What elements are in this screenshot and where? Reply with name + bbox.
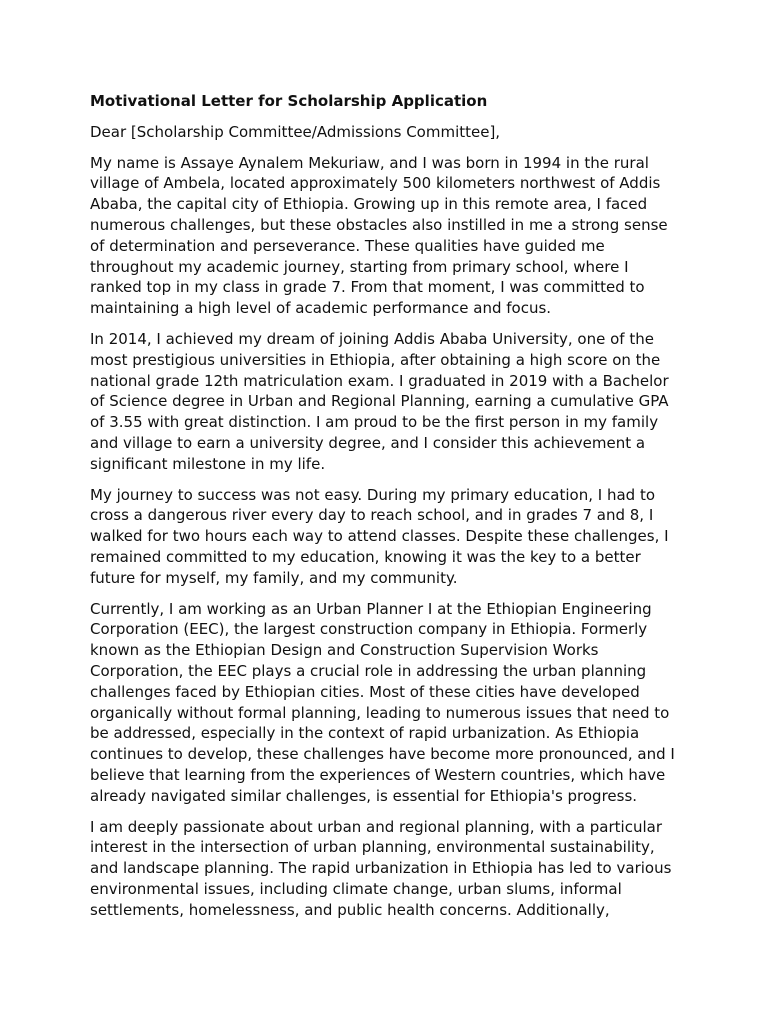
- paragraph-line: of Science degree in Urban and Regional Planning, earning a cumulative GPA: [90, 392, 669, 411]
- paragraph-line: significant milestone in my life.: [90, 454, 326, 473]
- paragraph-line: of 3.55 with great distinction. I am proud to be the first person in my family: [90, 413, 659, 432]
- paragraph-line: numerous challenges, but these obstacles also instilled in me a strong sense: [90, 215, 668, 234]
- paragraph-line: believe that learning from the experiences of Western countries, which have: [90, 765, 666, 784]
- paragraph-line: and village to earn a university degree, and I consider this achievement a: [90, 433, 646, 452]
- paragraph-line: be addressed, especially in the context of rapid urbanization. As Ethiopia: [90, 724, 640, 743]
- document-page: [90, 91, 685, 930]
- letter-paragraph: [90, 817, 685, 921]
- letter-greeting: Dear [Scholarship Committee/Admissions Committee],: [90, 122, 501, 141]
- letter-body: [90, 153, 685, 921]
- paragraph-line: and landscape planning. The rapid urbanization in Ethiopia has led to various: [90, 859, 672, 878]
- paragraph-line: challenges faced by Ethiopian cities. Most of these cities have developed: [90, 682, 640, 701]
- paragraph-line: settlements, homelessness, and public health concerns. Additionally,: [90, 900, 610, 919]
- letter-title: Motivational Letter for Scholarship Application: [90, 92, 488, 110]
- letter-paragraph: [90, 329, 685, 475]
- paragraph-line: continues to develop, these challenges have become more pronounced, and I: [90, 745, 675, 764]
- paragraph-line: organically without formal planning, leading to numerous issues that need to: [90, 703, 670, 722]
- letter-paragraph: [90, 485, 685, 589]
- paragraph-line: ranked top in my class in grade 7. From that moment, I was committed to: [90, 278, 645, 297]
- paragraph-line: My name is Assaye Aynalem Mekuriaw, and I was born in 1994 in the rural: [90, 153, 649, 172]
- paragraph-line: I am deeply passionate about urban and regional planning, with a particular: [90, 817, 662, 836]
- paragraph-line: of determination and perseverance. These qualities have guided me: [90, 236, 605, 255]
- letter-paragraph: [90, 153, 685, 319]
- paragraph-line: In 2014, I achieved my dream of joining Addis Ababa University, one of the: [90, 329, 654, 348]
- paragraph-line: most prestigious universities in Ethiopia, after obtaining a high score on the: [90, 350, 661, 369]
- paragraph-line: throughout my academic journey, starting from primary school, where I: [90, 257, 629, 276]
- paragraph-line: My journey to success was not easy. During my primary education, I had to: [90, 485, 655, 504]
- paragraph-line: interest in the intersection of urban planning, environmental sustainability,: [90, 838, 655, 857]
- paragraph-line: Ababa, the capital city of Ethiopia. Growing up in this remote area, I faced: [90, 195, 648, 214]
- paragraph-line: national grade 12th matriculation exam. I graduated in 2019 with a Bachelor: [90, 371, 669, 390]
- paragraph-line: village of Ambela, located approximately 500 kilometers northwest of Addis: [90, 174, 661, 193]
- paragraph-line: Corporation (EEC), the largest construction company in Ethiopia. Formerly: [90, 620, 648, 639]
- paragraph-line: remained committed to my education, knowing it was the key to a better: [90, 547, 641, 566]
- paragraph-line: Corporation, the EEC plays a crucial role in addressing the urban planning: [90, 661, 647, 680]
- paragraph-line: walked for two hours each way to attend classes. Despite these challenges, I: [90, 527, 669, 546]
- letter-paragraph: [90, 599, 685, 807]
- paragraph-line: environmental issues, including climate change, urban slums, informal: [90, 879, 622, 898]
- paragraph-line: Currently, I am working as an Urban Planner I at the Ethiopian Engineering: [90, 599, 652, 618]
- paragraph-line: maintaining a high level of academic performance and focus.: [90, 299, 552, 318]
- paragraph-line: known as the Ethiopian Design and Construction Supervision Works: [90, 641, 599, 660]
- paragraph-line: cross a dangerous river every day to reach school, and in grades 7 and 8, I: [90, 506, 654, 525]
- paragraph-line: already navigated similar challenges, is essential for Ethiopia's progress.: [90, 786, 638, 805]
- paragraph-line: future for myself, my family, and my community.: [90, 568, 458, 587]
